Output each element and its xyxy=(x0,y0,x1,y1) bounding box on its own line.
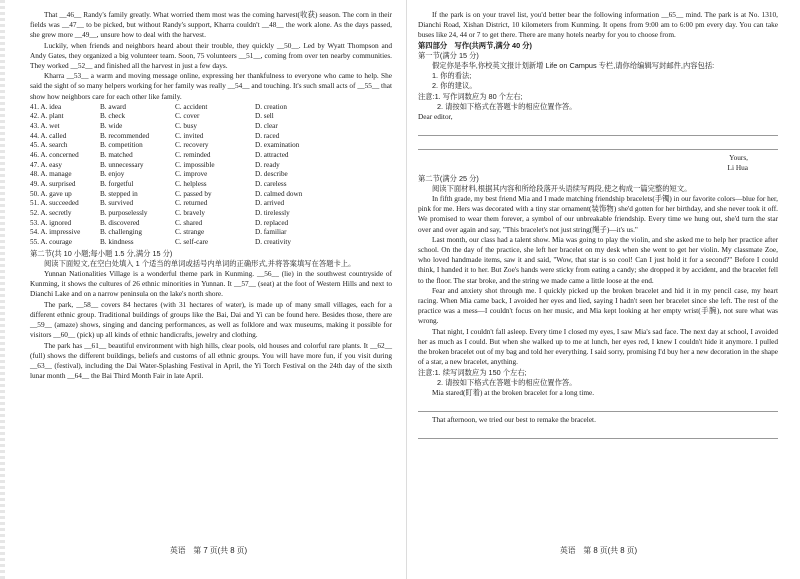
section1-note-1: 注意:1. 写作词数应为 80 个左右; xyxy=(418,91,523,101)
option-cell: C. helpless xyxy=(175,180,207,189)
option-cell: C. improve xyxy=(175,170,208,179)
option-row xyxy=(30,170,392,180)
answer-line xyxy=(418,428,778,439)
option-row xyxy=(30,190,392,200)
section2-note-2: 2. 请按如下格式在答题卡的相应位置作答。 xyxy=(437,377,577,387)
left-page xyxy=(30,10,392,381)
option-row xyxy=(30,209,392,219)
section1-note-2: 2. 请按如下格式在答题卡的相应位置作答。 xyxy=(437,101,577,111)
story-paragraph-1: In fifth grade, my best friend Mia and I made matching friendship bracelets(手镯) in our favorite colors—blue for her, pink for me. Hers was decorated with a tiny star ornament(装饰物) she'd gotten for her birthday, and she never took it off. We promised to wear them forever, a symbol of our unbreakable friendship. Every time we hung out, she'd turn the star over and over again and say, "This bracelet's not just string(绳子)—it's us." xyxy=(418,194,778,234)
binding-edge xyxy=(0,0,5,579)
continuation-starter-1: Mia stared(盯着) at the broken bracelet for a long time. xyxy=(432,387,595,397)
option-cell: D. raced xyxy=(255,131,280,140)
option-cell: B. recommended xyxy=(100,131,150,140)
option-cell: D. clear xyxy=(255,122,278,131)
option-cell: 47. A. easy xyxy=(30,160,62,169)
option-cell: D. careless xyxy=(255,180,287,189)
option-cell: C. cover xyxy=(175,112,200,121)
option-cell: C. reminded xyxy=(175,151,211,160)
option-cell: D. calmed down xyxy=(255,189,303,198)
answer-line xyxy=(418,401,778,412)
writing-section2-title: 第二节(满分 25 分) xyxy=(418,173,479,183)
option-cell: 50. A. gave up xyxy=(30,189,72,198)
option-row xyxy=(30,180,392,190)
writing-section2-instructions: 阅读下面材料,根据其内容和所给段落开头语续写两段,使之构成一篇完整的短文。 xyxy=(432,183,692,193)
option-cell: D. attracted xyxy=(255,151,289,160)
option-row xyxy=(30,151,392,161)
park-info-paragraph: If the park is on your travel list, you'd better bear the following information __65__ mind. The park is at No. 1310, Dianchi Road, Xishan District, 10 kilometers from Kunming. It opens from 9:00 am to 6:00 pm every day. You can take buses like 24, 44 or 7 to get there. There are many hotels nearby for you to choose from. xyxy=(418,10,778,40)
option-cell: 54. A. impressive xyxy=(30,228,81,237)
option-cell: D. tirelessly xyxy=(255,209,290,218)
options-table xyxy=(30,103,392,248)
continuation-starter-2: That afternoon, we tried our best to remake the bracelet. xyxy=(432,415,596,425)
option-cell: 53. A. ignored xyxy=(30,218,72,227)
email-closing: Yours, xyxy=(729,153,748,163)
option-cell: 41. A. idea xyxy=(30,102,62,111)
option-cell: 46. A. concerned xyxy=(30,151,79,160)
option-row xyxy=(30,132,392,142)
right-page xyxy=(418,10,778,442)
option-cell: B. stepped in xyxy=(100,189,138,198)
option-cell: B. check xyxy=(100,112,126,121)
option-cell: C. recovery xyxy=(175,141,209,150)
option-cell: C. self-care xyxy=(175,238,209,247)
option-cell: 49. A. surprised xyxy=(30,180,76,189)
option-row xyxy=(30,122,392,132)
cloze-paragraph-1: That __46__ Randy's family greatly. What worried them most was the coming harvest(收获) season. The corn in their fields was __47__ to be picked, but without Randy's support, Kharra couldn't __48__ the work alone. As the days passed, she grew more __49__, unsure how to deal with the harvest. xyxy=(30,10,392,40)
option-cell: C. bravely xyxy=(175,209,205,218)
fill-paragraph-3: The park has __61__ beautiful environment with high hills, clear pools, old houses and colorful rare plants. It __62__ (full) shows the different buildings, beliefs and customs of all ethnic groups. You will have more fun, if you visit during __63__ (festival), including the Dai Water-Splashing Festival in April, the Yi Torch Festival on the 24th day of the sixth lunar month __64__ the Bai Third Month Fair in late April. xyxy=(30,340,392,381)
option-cell: 43. A. wet xyxy=(30,122,60,131)
option-row xyxy=(30,112,392,122)
email-signature: Li Hua xyxy=(727,163,748,173)
option-cell: B. award xyxy=(100,102,126,111)
option-row xyxy=(30,141,392,151)
option-cell: 42. A. plant xyxy=(30,112,64,121)
option-cell: C. returned xyxy=(175,199,208,208)
option-cell: 52. A. secretly xyxy=(30,209,72,218)
cloze-paragraph-2: Luckily, when friends and neighbors heard about their trouble, they quickly __50__. Led by Wyatt Thompson and Andy Gates, they organized a big volunteer team. Soon, 75 volunteers __51__, coming from over ten nearby communities. They worked __52__ and finished all the harvest in just a few days. xyxy=(30,40,392,71)
option-cell: 44. A. called xyxy=(30,131,67,140)
option-cell: C. busy xyxy=(175,122,197,131)
writing-section1-title: 第一节(满分 15 分) xyxy=(418,50,479,60)
right-page-footer: 英语 第 8 页(共 8 页) xyxy=(560,546,638,555)
story-paragraph-4: That night, I couldn't fall asleep. Every time I closed my eyes, I saw Mia's sad face. The next day at school, I avoided her as much as I could. But when she walked up to me at lunch, her eyes red, I knew I couldn't hide it anymore. I pulled the broken bracelet out of my bag and told her everything. I said sorry, promising I'd buy her a new decoration in the shape of a star, a new bracelet, anything. xyxy=(418,326,778,367)
option-cell: C. shared xyxy=(175,218,203,227)
option-cell: B. enjoy xyxy=(100,170,125,179)
option-cell: 48. A. manage xyxy=(30,170,72,179)
left-page-footer: 英语 第 7 页(共 8 页) xyxy=(170,546,248,555)
option-cell: D. arrived xyxy=(255,199,285,208)
option-row xyxy=(30,199,392,209)
content-point-1: 1. 你的看法; xyxy=(432,71,472,81)
option-cell: D. familiar xyxy=(255,228,287,237)
option-cell: 51. A. succeeded xyxy=(30,199,79,208)
option-cell: B. challenging xyxy=(100,228,142,237)
story-paragraph-3: Fear and anxiety shot through me. I quickly picked up the broken bracelet and hid it in my pencil case, my heart racing. When Mia came back, I avoided her eyes and lied, saying I hadn't seen her bracelet since she left. The rest of the practice was a mess—I couldn't focus on her music, and Mia kept looking at her empty wrist(手腕), not sure what was wrong. xyxy=(418,285,778,326)
option-cell: B. matched xyxy=(100,151,133,160)
option-cell: 55. A. courage xyxy=(30,238,72,247)
option-cell: B. purposelessly xyxy=(100,209,148,218)
option-row xyxy=(30,161,392,171)
option-row xyxy=(30,103,392,113)
option-cell: C. passed by xyxy=(175,189,212,198)
option-cell: D. sell xyxy=(255,112,274,121)
cloze-paragraph-3: Kharra __53__ a warm and moving message online, expressing her thankfulness to everyone who came to help. She said the sight of so many helpers working for her family was really __54__ and touching. It's such small acts of __55__ that show how neighbors care for each other like family. xyxy=(30,71,392,101)
option-cell: D. creation xyxy=(255,102,287,111)
option-cell: D. creativity xyxy=(255,238,291,247)
answer-line xyxy=(418,125,778,136)
option-cell: B. discovered xyxy=(100,218,140,227)
fill-paragraph-1: Yunnan Nationalities Village is a wonderful theme park in Kunming. __56__ (lie) in the southwest countryside of Kunming, it shows the cultures of 26 ethnic minorities in Yunnan. It __57__ (seat) at the foot of Western Hills and next to Dianchi Lake and on a narrow peninsula on the lake's north shore. xyxy=(30,269,392,299)
section2-title: 第二节(共 10 小题;每小题 1.5 分,满分 15 分) xyxy=(30,248,173,258)
option-cell: C. impossible xyxy=(175,160,215,169)
option-row xyxy=(30,228,392,238)
fill-paragraph-2: The park, __58__ covers 84 hectares (with 31 hectares of water), is made up of many small villages, each for a different ethnic group. Traditional buildings of groups like the Bai, Dai and Yi can be found here. Besides those, there are __59__ (amaze) shows, singing and dancing performances, as well as folklore and wax museums, making it possible for visitors __60__ (pick) up all kinds of ethnic handicrafts, jewelry and clothing. xyxy=(30,299,392,340)
answer-line xyxy=(418,139,778,150)
option-cell: C. strange xyxy=(175,228,205,237)
email-salutation: Dear editor, xyxy=(418,112,453,122)
option-cell: B. competition xyxy=(100,141,143,150)
option-cell: B. survived xyxy=(100,199,134,208)
option-row xyxy=(30,219,392,229)
option-cell: C. invited xyxy=(175,131,204,140)
option-cell: D. replaced xyxy=(255,218,289,227)
option-cell: B. kindness xyxy=(100,238,134,247)
option-cell: B. wide xyxy=(100,122,123,131)
section2-note-1: 注意:1. 续写词数应为 150 个左右; xyxy=(418,367,527,377)
option-row xyxy=(30,238,392,248)
option-cell: B. unnecessary xyxy=(100,160,144,169)
part4-title: 第四部分 写作(共两节,满分 40 分) xyxy=(418,40,532,50)
option-cell: D. ready xyxy=(255,160,280,169)
option-cell: D. examination xyxy=(255,141,300,150)
content-point-2: 2. 你的建议。 xyxy=(432,81,477,91)
option-cell: C. accident xyxy=(175,102,208,111)
page-divider xyxy=(406,0,407,579)
writing-section1-instructions: 假定你是李华,你校英文报计划新增 Life on Campus 专栏,请你给编辑写封邮件,内容包括: xyxy=(432,61,715,71)
section2-instructions: 阅读下面短文,在空白处填入 1 个适当的单词或括号内单词的正确形式,并将答案填写在答题卡上。 xyxy=(44,258,356,268)
option-cell: B. forgetful xyxy=(100,180,134,189)
option-cell: 45. A. search xyxy=(30,141,68,150)
option-cell: D. describe xyxy=(255,170,288,179)
story-paragraph-2: Last month, our class had a talent show. Mia was going to play the violin, and she asked me to help her practice after school. On the day of the practice, she left her bracelet on my desk when she went to get her violin. My classmate Zoe, who loved handmade items, saw it and said, "Wow, that star is so cool! Can I just hold it for a second?" Before I could think, I handed it to her. But Zoe's hands were sticky from eating a candy; she dropped it by accident, and the bracelet fell to the floor. The star broke, and the string we made came a little loose at the end. xyxy=(418,234,778,285)
